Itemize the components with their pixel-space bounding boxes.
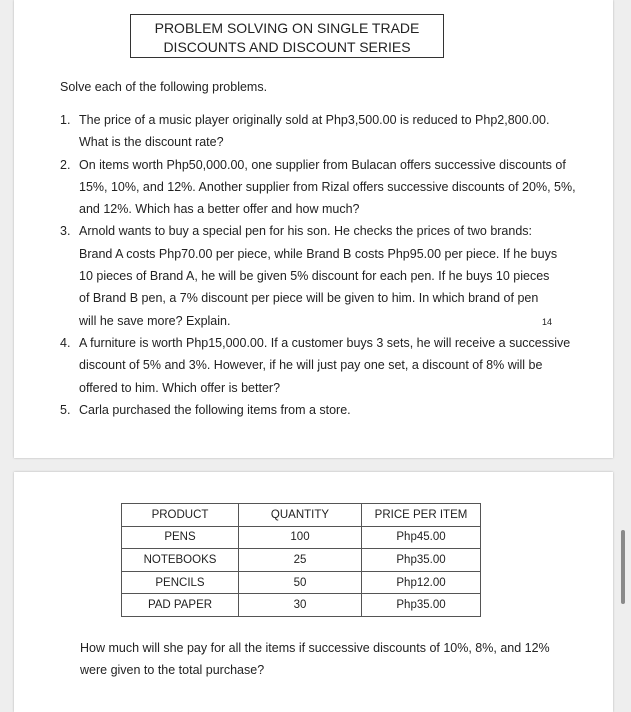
table-row xyxy=(122,571,481,594)
problem-item: 1. The price of a music player originally sold at Php3,500.00 is reduced to Php2,800.00. What is the discount rate? xyxy=(60,113,550,150)
table-cell: 100 xyxy=(239,526,362,549)
table-cell: 50 xyxy=(239,571,362,594)
table-cell: NOTEBOOKS xyxy=(122,549,239,572)
purchase-table xyxy=(121,503,481,617)
table-cell: PENCILS xyxy=(122,571,239,594)
title-line-1: PROBLEM SOLVING ON SINGLE TRADE xyxy=(154,20,420,36)
problem-item: 4. A furniture is worth Php15,000.00. If a customer buys 3 sets, he will receive a successive discount of 5% and 3%. However, if he will just pay one set, a discount of 8% will be offered to him. Which offer is better? xyxy=(60,335,571,395)
table-header: PRICE PER ITEM xyxy=(362,504,481,527)
table-header-row xyxy=(122,504,481,527)
table-cell: 30 xyxy=(239,594,362,617)
page-number: 14 xyxy=(542,317,553,327)
table-cell: Php12.00 xyxy=(362,571,481,594)
table-row xyxy=(122,594,481,617)
problem-item: 3. Arnold wants to buy a special pen for his son. He checks the prices of two brands: Brand A costs Php70.00 per piece, while Brand B costs Php95.00 per piece. If he buys 10 pieces of Brand A, he will be given 5% discount for each pen. If he buys 10 pieces of Brand B pen, a 7% discount per piece will be given to him. In which brand of pen will he save more? Explain. xyxy=(60,224,558,328)
title-line-2: DISCOUNTS AND DISCOUNT SERIES xyxy=(163,39,411,55)
table-header: PRODUCT xyxy=(122,504,239,527)
document-page-1 xyxy=(14,0,613,458)
scrollbar-thumb[interactable] xyxy=(621,530,625,604)
problem-item: 2. On items worth Php50,000.00, one supplier from Bulacan offers successive discounts of 15%, 10%, and 12%. Another supplier from Rizal offers successive discounts of 20%, 5%, and 12%. Which has a better offer and how much? xyxy=(60,157,576,217)
instructions: Solve each of the following problems. xyxy=(60,80,268,94)
table-cell: PENS xyxy=(122,526,239,549)
table-cell: Php45.00 xyxy=(362,526,481,549)
table-cell: 25 xyxy=(239,549,362,572)
table-row xyxy=(122,549,481,572)
table-cell: PAD PAPER xyxy=(122,594,239,617)
follow-up-question: How much will she pay for all the items if successive discounts of 10%, 8%, and 12% were given to the total purchase? xyxy=(80,641,550,677)
table-header: QUANTITY xyxy=(239,504,362,527)
problem-list xyxy=(60,109,590,421)
problem-item: 5. Carla purchased the following items from a store. xyxy=(60,402,351,417)
title-box xyxy=(130,14,444,58)
document-page-2 xyxy=(14,472,613,712)
table-cell: Php35.00 xyxy=(362,594,481,617)
table-row xyxy=(122,526,481,549)
table-cell: Php35.00 xyxy=(362,549,481,572)
